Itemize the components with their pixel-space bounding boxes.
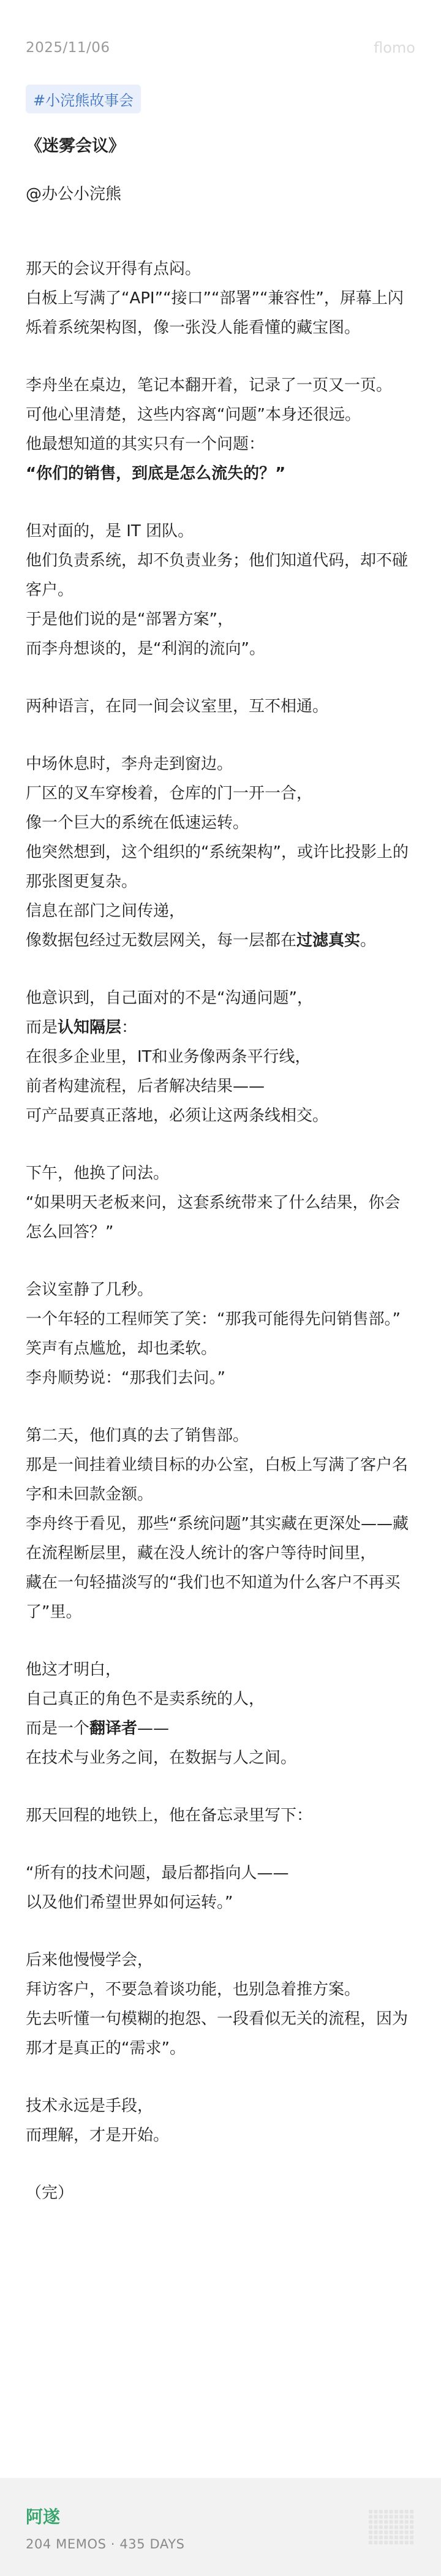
story-line (26, 260, 201, 278)
story-line (26, 1107, 328, 1125)
heatmap-cell (369, 2520, 372, 2524)
heatmap-cell (384, 2515, 388, 2518)
story-paragraph (26, 983, 415, 1131)
heatmap-cell (369, 2531, 372, 2534)
heatmap-cell (379, 2536, 383, 2539)
heatmap-cell (384, 2525, 388, 2529)
heatmap-cell (379, 2525, 383, 2529)
heatmap-cell (384, 2520, 388, 2524)
line-text: 藏在一句轻描淡写的“我们也不知道为什么客户不再买了”里。 (26, 1574, 401, 1621)
line-text: 那是一间挂着业绩目标的办公室，白板上写满了客户名字和未回款金额。 (26, 1456, 409, 1504)
heatmap-cell (399, 2525, 403, 2529)
line-text: 拜访客户，不要急着谈功能，也别急着推方案。 (26, 1980, 361, 1999)
emphasis-text: 过滤真实 (296, 931, 361, 950)
card-footer (0, 2478, 441, 2576)
heatmap-cell (374, 2515, 377, 2518)
story-line (26, 2126, 169, 2145)
heatmap-cell (399, 2510, 403, 2513)
story-line (26, 784, 312, 803)
line-text: 。 (360, 931, 377, 950)
story-line (26, 289, 404, 337)
story-paragraph (26, 1275, 415, 1393)
heatmap-cell (384, 2540, 388, 2544)
card-header (26, 36, 415, 60)
story-line (26, 376, 392, 395)
story-line (26, 1456, 408, 1504)
emphasis-text: 认知隔层 (58, 1018, 122, 1037)
heatmap-cell (384, 2510, 388, 2513)
story-line (26, 1048, 311, 1066)
story-line (26, 755, 233, 773)
heatmap-cell (374, 2531, 377, 2534)
story-line (26, 1719, 169, 1738)
story-paragraph (26, 1801, 415, 1830)
line-text: 以及他们希望世界如何运转。” (26, 1893, 233, 1912)
story-line (26, 551, 408, 599)
brand-watermark: flomo (374, 39, 415, 56)
line-text: 李舟坐在桌边，笔记本翻开着，记录了一页又一页。 (26, 376, 393, 395)
heatmap-cell (374, 2525, 377, 2529)
heatmap-cell (394, 2515, 398, 2518)
story-line (26, 1661, 121, 1679)
line-text: 于是他们说的是“部署方案”， (26, 610, 233, 629)
story-line (26, 814, 249, 832)
line-text: 可产品要真正落地，必须让这两条线相交。 (26, 1107, 329, 1125)
heatmap-cell (390, 2510, 393, 2513)
story-line (26, 1426, 249, 1445)
story-paragraph (26, 1858, 415, 1917)
heatmap-cell (405, 2510, 409, 2513)
heatmap-cell (390, 2520, 393, 2524)
line-text: “所有的技术问题，最后都指向人—— (26, 1864, 289, 1882)
line-text: 在很多企业里，IT和业务像两条平行线， (26, 1048, 311, 1066)
heatmap-cell (405, 2540, 409, 2544)
line-text: 像一个巨大的系统在低速运转。 (26, 814, 249, 832)
story-line (26, 1749, 296, 1767)
story-line (26, 1281, 153, 1299)
story-line (26, 640, 265, 658)
heatmap-cell (369, 2525, 372, 2529)
heatmap-cell (399, 2540, 403, 2544)
story-paragraph (26, 2178, 415, 2208)
line-text: 一个年轻的工程师笑了笑：“那我可能得先问销售部。” (26, 1310, 401, 1328)
story-line (26, 697, 328, 716)
heatmap-cell (374, 2510, 377, 2513)
story-paragraph (26, 1655, 415, 1773)
heatmap-cell (379, 2540, 383, 2544)
memo-tag[interactable]: #小浣熊故事会 (26, 85, 141, 113)
story-line (26, 989, 313, 1007)
story-line (26, 2010, 408, 2058)
line-text: 李舟顺势说：“那我们去问。” (26, 1369, 225, 1387)
story-paragraph (26, 1159, 415, 1247)
memo-content (26, 132, 415, 2208)
line-text: 那天回程的地铁上，他在备忘录里写下： (26, 1806, 313, 1825)
line-text: 而是一个 (26, 1719, 90, 1738)
story-line (26, 1164, 169, 1183)
line-text: 他们负责系统，却不负责业务；他们知道代码，却不碰客户。 (26, 551, 409, 599)
heatmap-cell (379, 2531, 383, 2534)
story-line (26, 1339, 217, 1358)
heatmap-cell (369, 2540, 372, 2544)
heatmap-cell (405, 2515, 409, 2518)
heatmap-cell (394, 2510, 398, 2513)
line-text: —— (137, 1719, 170, 1738)
heatmap-cell (390, 2536, 393, 2539)
story-paragraph (26, 2091, 415, 2150)
story-line (26, 1194, 400, 1241)
heatmap-cell (369, 2515, 372, 2518)
line-text: 但对面的，是 IT 团队。 (26, 522, 194, 540)
heatmap-cell (374, 2540, 377, 2544)
line-text: 先去听懂一句模糊的抱怨、一段看似无关的流程，因为那才是真正的“需求”。 (26, 2010, 409, 2058)
line-text: 可他心里清楚，这些内容离“问题”本身还很远。 (26, 406, 361, 424)
story-line (26, 522, 194, 540)
heatmap-cell (374, 2520, 377, 2524)
story-line (26, 2184, 74, 2202)
story-line (26, 1864, 288, 1882)
line-text: 两种语言，在同一间会议室里，互不相通。 (26, 697, 329, 716)
heatmap-cell (399, 2520, 403, 2524)
emphasis-text: “你们的销售，到底是怎么流失的？” (26, 464, 286, 483)
story-paragraph (26, 517, 415, 664)
heatmap-cell (410, 2515, 413, 2518)
heatmap-cell (410, 2525, 413, 2529)
story-paragraph (26, 254, 415, 343)
story-line (26, 610, 233, 629)
heatmap-cell (399, 2536, 403, 2539)
story-line (26, 931, 376, 950)
story-line (26, 1077, 265, 1096)
heatmap-cell (369, 2536, 372, 2539)
story-paragraph (26, 749, 415, 955)
heatmap-cell (379, 2510, 383, 2513)
line-text: 而是 (26, 1018, 58, 1037)
story-line (26, 2097, 153, 2115)
line-text: “如果明天老板来问，这套系统带来了什么结果，你会怎么回答？” (26, 1194, 401, 1241)
story-paragraph (26, 371, 415, 488)
line-text: 那天的会议开得有点闷。 (26, 260, 202, 278)
activity-heatmap-icon (369, 2510, 415, 2547)
line-text: 而李舟想谈的，是“利润的流向”。 (26, 640, 265, 658)
story-line (26, 902, 185, 920)
memo-date: 2025/11/06 (26, 40, 110, 56)
story-title: 《迷雾会议》 (26, 137, 125, 156)
heatmap-cell (394, 2540, 398, 2544)
story-line (26, 1515, 409, 1563)
heatmap-cell (390, 2540, 393, 2544)
heatmap-cell (394, 2536, 398, 2539)
heatmap-cell (369, 2510, 372, 2513)
heatmap-cell (394, 2531, 398, 2534)
emphasis-text: 翻译者 (89, 1719, 138, 1738)
heatmap-cell (410, 2540, 413, 2544)
line-text: （完） (26, 2184, 74, 2202)
story-line (26, 1980, 360, 1999)
story-paragraph (26, 1945, 415, 2063)
heatmap-cell (399, 2531, 403, 2534)
line-text: 中场休息时，李舟走到窗边。 (26, 755, 233, 773)
story-line (26, 464, 285, 483)
heatmap-cell (410, 2520, 413, 2524)
story-line (26, 1369, 225, 1387)
heatmap-cell (410, 2510, 413, 2513)
line-text: 他意识到，自己面对的不是“沟通问题”， (26, 989, 313, 1007)
story-author: @办公小浣熊 (26, 185, 122, 203)
line-text: 笑声有点尴尬，却也柔软。 (26, 1339, 217, 1358)
heatmap-cell (374, 2536, 377, 2539)
heatmap-cell (390, 2515, 393, 2518)
line-text: 前者构建流程，后者解决结果—— (26, 1077, 265, 1096)
heatmap-cell (390, 2525, 393, 2529)
heatmap-cell (410, 2531, 413, 2534)
heatmap-cell (379, 2515, 383, 2518)
heatmap-cell (410, 2536, 413, 2539)
heatmap-cell (384, 2531, 388, 2534)
line-text: 他最想知道的其实只有一个问题： (26, 435, 265, 453)
heatmap-cell (384, 2536, 388, 2539)
line-text: 李舟终于看见，那些“系统问题”其实藏在更深处——藏在流程断层里，藏在没人统计的客户等待时间里， (26, 1515, 409, 1563)
heatmap-cell (405, 2520, 409, 2524)
story-line (26, 406, 361, 424)
heatmap-cell (394, 2520, 398, 2524)
heatmap-cell (405, 2531, 409, 2534)
line-text: 下午，他换了问法。 (26, 1164, 170, 1183)
heatmap-cell (379, 2520, 383, 2524)
footer-stats: 204 MEMOS · 435 DAYS (26, 2537, 185, 2551)
story-line (26, 1893, 233, 1912)
line-text: 白板上写满了“API”“接口”“部署”“兼容性”，屏幕上闪烁着系统架构图，像一张没人能看懂的藏宝图。 (26, 289, 404, 337)
story-line (26, 843, 409, 891)
heatmap-cell (399, 2515, 403, 2518)
line-text: 会议室静了几秒。 (26, 1281, 154, 1299)
story-line (26, 1806, 312, 1825)
story-paragraph (26, 692, 415, 721)
story-line (26, 1018, 137, 1037)
story-line (26, 1951, 153, 1969)
story-line (26, 1310, 401, 1328)
line-text: 他突然想到，这个组织的“系统架构”，或许比投影上的那张图更复杂。 (26, 843, 409, 891)
line-text: 技术永远是手段， (26, 2097, 154, 2115)
line-text: 厂区的叉车穿梭着，仓库的门一开一合， (26, 784, 313, 803)
heatmap-cell (394, 2525, 398, 2529)
line-text: ： (121, 1018, 138, 1037)
line-text: 在技术与业务之间，在数据与人之间。 (26, 1749, 297, 1767)
story-body (26, 254, 415, 2208)
line-text: 像数据包经过无数层网关，每一层都在 (26, 931, 297, 950)
story-paragraph (26, 1421, 415, 1627)
line-text: 第二天，他们真的去了销售部。 (26, 1426, 249, 1445)
line-text: 自己真正的角色不是卖系统的人， (26, 1690, 265, 1708)
line-text: 信息在部门之间传递， (26, 902, 186, 920)
story-line (26, 1690, 265, 1708)
line-text: 而理解，才是开始。 (26, 2126, 170, 2145)
footer-username: 阿遂 (26, 2507, 61, 2527)
story-line (26, 1574, 400, 1621)
heatmap-cell (390, 2531, 393, 2534)
story-line (26, 435, 265, 453)
heatmap-cell (405, 2525, 409, 2529)
line-text: 后来他慢慢学会， (26, 1951, 154, 1969)
heatmap-cell (405, 2536, 409, 2539)
line-text: 他这才明白， (26, 1661, 122, 1679)
